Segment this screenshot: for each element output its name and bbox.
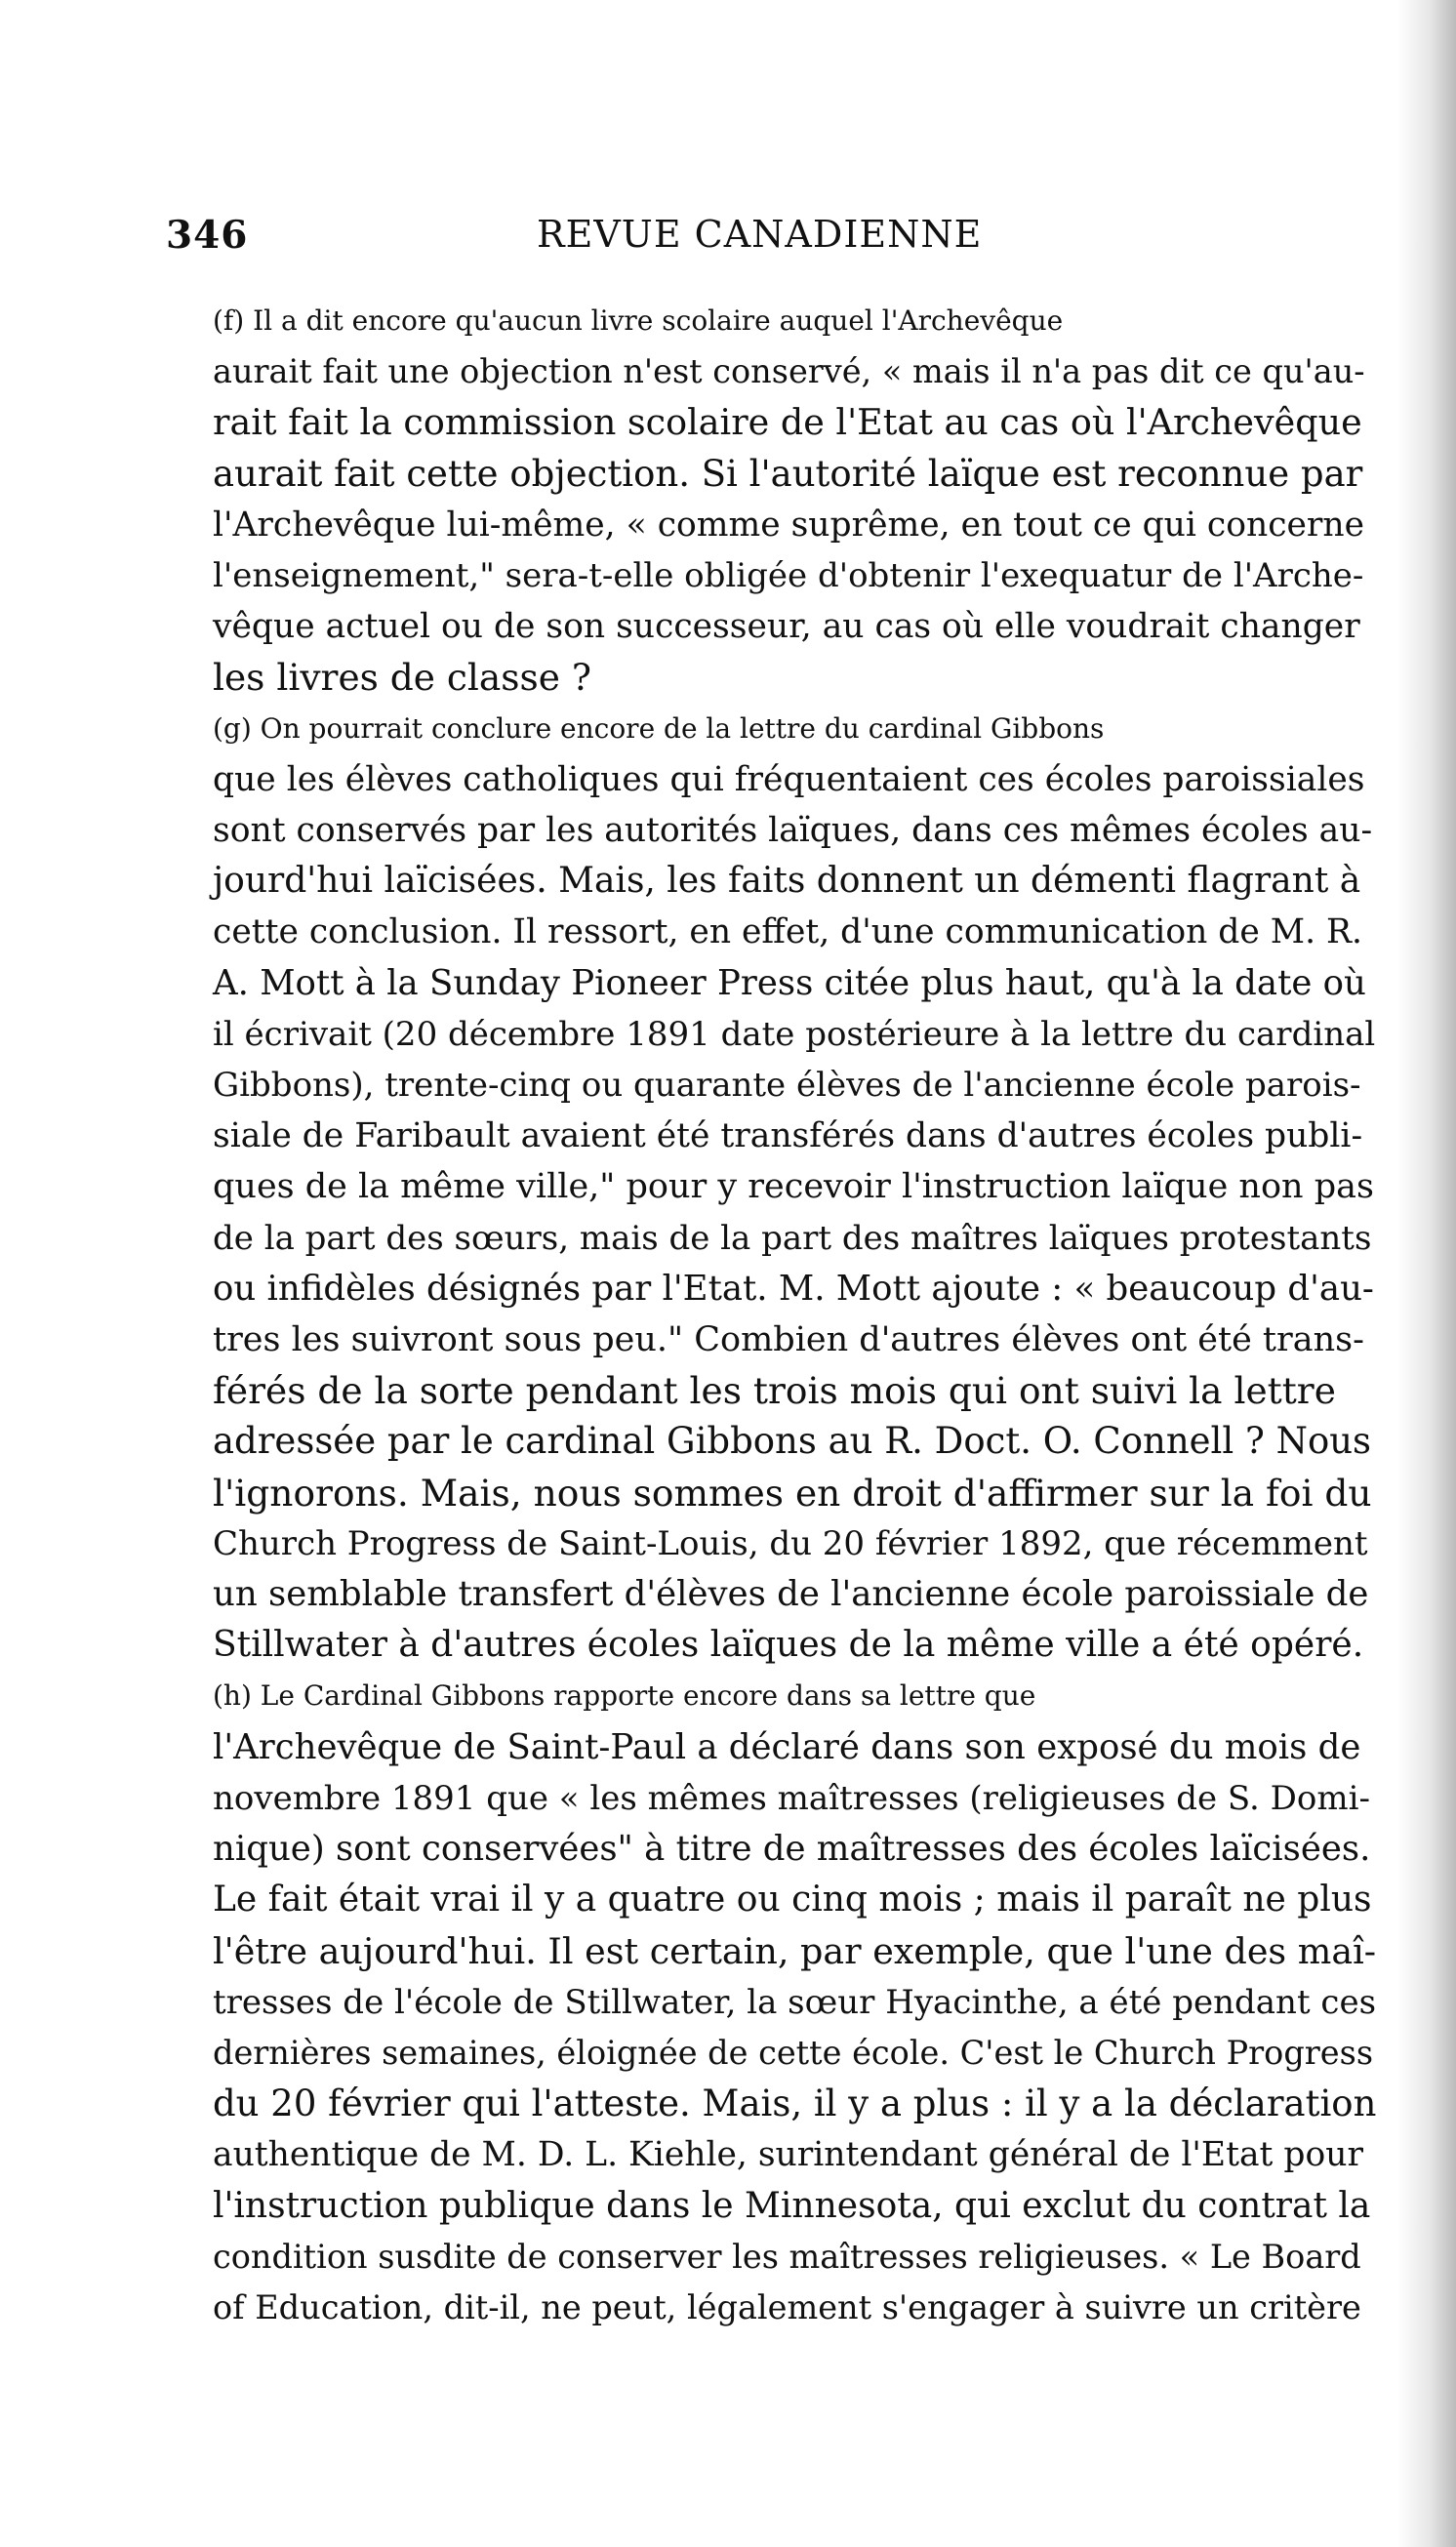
text-line: vêque actuel ou de son successeur, au cas où elle voudrait changer: [213, 607, 1360, 647]
text-line: dernières semaines, éloignée de cette école. C'est le Church Progress: [213, 2033, 1374, 2072]
text-line: rait fait la commission scolaire de l'Etat au cas où l'Archevêque: [213, 401, 1362, 444]
text-line: Le fait était vrai il y a quatre ou cinq mois ; mais il paraît ne plus: [213, 1880, 1372, 1920]
text-line: les livres de classe ?: [213, 656, 591, 700]
text-line: du 20 février qui l'atteste. Mais, il y a plus : il y a la déclaration: [213, 2082, 1377, 2125]
text-line: (g) On pourrait conclure encore de la lettre du cardinal Gibbons: [213, 711, 1105, 745]
page-header: [166, 213, 1337, 271]
text-line: l'Archevêque lui-même, « comme suprême, en tout ce qui concerne: [213, 505, 1365, 545]
text-line: jourd'hui laïcisées. Mais, les faits donnent un démenti flagrant à: [213, 861, 1361, 902]
text-line: condition susdite de conserver les maîtresses religieuses. « Le Board: [213, 2237, 1361, 2276]
text-line: l'être aujourd'hui. Il est certain, par exemple, que l'une des maî-: [213, 1929, 1377, 1972]
text-line: novembre 1891 que « les mêmes maîtresses (religieuses de S. Domi-: [213, 1778, 1370, 1818]
running-title: REVUE CANADIENNE: [537, 213, 983, 256]
text-line: Gibbons), trente-cinq ou quarante élèves de l'ancienne école parois-: [213, 1066, 1361, 1106]
text-line: férés de la sorte pendant les trois mois qui ont suivi la lettre: [213, 1369, 1336, 1413]
text-line: tres les suivront sous peu." Combien d'autres élèves ont été trans-: [213, 1320, 1364, 1360]
text-line: l'ignorons. Mais, nous sommes en droit d'affirmer sur la foi du: [213, 1471, 1372, 1515]
text-line: de la part des sœurs, mais de la part des maîtres laïques protestants: [213, 1218, 1372, 1258]
text-line: authentique de M. D. L. Kiehle, surintendant général de l'Etat pour: [213, 2135, 1363, 2175]
page-edge-shadow: [1397, 0, 1456, 2547]
text-line: que les élèves catholiques qui fréquentaient ces écoles paroissiales: [213, 759, 1365, 799]
text-line: nique) sont conservées" à titre de maîtresses des écoles laïcisées.: [213, 1829, 1371, 1870]
text-line: Church Progress de Saint-Louis, du 20 février 1892, que récemment: [213, 1523, 1368, 1563]
text-line: (f) Il a dit encore qu'aucun livre scolaire auquel l'Archevêque: [213, 304, 1064, 337]
text-line: Stillwater à d'autres écoles laïques de la même ville a été opéré.: [213, 1625, 1364, 1666]
text-line: l'instruction publique dans le Minnesota, qui exclut du contrat la: [213, 2185, 1371, 2226]
text-line: cette conclusion. Il ressort, en effet, d'une communication de M. R.: [213, 912, 1362, 952]
body-text: [166, 296, 1376, 2333]
page-number: 346: [166, 213, 249, 258]
text-line: sont conservés par les autorités laïques, dans ces mêmes écoles au-: [213, 811, 1373, 851]
text-line: A. Mott à la Sunday Pioneer Press citée plus haut, qu'à la date où: [213, 962, 1366, 1003]
text-line: adressée par le cardinal Gibbons au R. Doct. O. Connell ? Nous: [213, 1420, 1372, 1463]
text-line: tresses de l'école de Stillwater, la sœur Hyacinthe, a été pendant ces: [213, 1982, 1377, 2022]
text-line: l'enseignement," sera-t-elle obligée d'obtenir l'exequatur de l'Arche-: [213, 556, 1364, 596]
text-line: (h) Le Cardinal Gibbons rapporte encore dans sa lettre que: [213, 1679, 1036, 1713]
text-line: aurait fait une objection n'est conservé, « mais il n'a pas dit ce qu'au-: [213, 352, 1365, 391]
text-line: of Education, dit-il, ne peut, légalement s'engager à suivre un critère: [213, 2287, 1361, 2326]
paragraph-g: [166, 704, 1376, 1672]
text-line: ou infidèles désignés par l'Etat. M. Mott ajoute : « beaucoup d'au-: [213, 1268, 1374, 1309]
text-line: l'Archevêque de Saint-Paul a déclaré dans son exposé du mois de: [213, 1726, 1361, 1767]
text-line: ques de la même ville," pour y recevoir l'instruction laïque non pas: [213, 1167, 1374, 1207]
paragraph-h: [166, 1671, 1376, 2333]
text-line: aurait fait cette objection. Si l'autorité laïque est reconnue par: [213, 452, 1363, 495]
text-line: un semblable transfert d'élèves de l'ancienne école paroissiale de: [213, 1574, 1369, 1615]
paragraph-f: [166, 296, 1376, 704]
text-line: siale de Faribault avaient été transférés dans d'autres écoles publi-: [213, 1116, 1363, 1156]
text-line: il écrivait (20 décembre 1891 date postérieure à la lettre du cardinal: [213, 1014, 1376, 1054]
